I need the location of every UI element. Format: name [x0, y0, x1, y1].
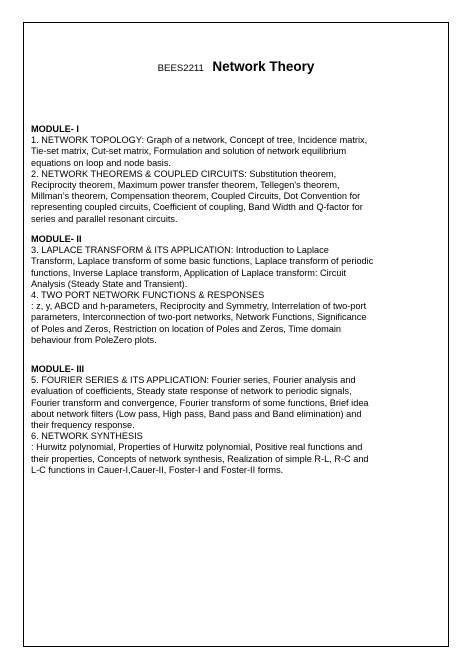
module-text-line: 5. FOURIER SERIES & ITS APPLICATION: Fourier series, Fourier analysis and [31, 375, 356, 386]
module-text-line: Tie-set matrix, Cut-set matrix, Formulation and solution of network equilibrium [31, 146, 347, 157]
module-text-line: Fourier transform and convergence, Fourier transform of some functions, Brief idea [31, 397, 369, 408]
module-heading: MODULE- I [31, 124, 79, 134]
module-text-line: 4. TWO PORT NETWORK FUNCTIONS & RESPONSES [31, 290, 265, 301]
module-text-line: L-C functions in Cauer-I,Cauer-II, Foster-I and Foster-II forms. [31, 464, 284, 475]
module-text-line: Reciprocity theorem, Maximum power transfer theorem, Tellegen’s theorem, [31, 180, 340, 191]
module-text-line: their frequency response. [31, 420, 135, 431]
document-title [31, 58, 441, 76]
module-text-line: 6. NETWORK SYNTHESIS [31, 431, 143, 442]
module-text-line: 2. NETWORK THEOREMS & COUPLED CIRCUITS: Substitution theorem, [31, 168, 337, 179]
course-code: BEES2211 [157, 63, 204, 74]
module-text-line: 3. LAPLACE TRANSFORM & ITS APPLICATION: Introduction to Laplace [31, 245, 329, 256]
module-text-line: : z, y, ABCD and h-parameters, Reciprocity and Symmetry, Interrelation of two-port [31, 301, 367, 312]
module-text-line: behaviour from PoleZero plots. [31, 334, 157, 345]
module-heading: MODULE- II [31, 234, 82, 244]
module-text-line: : Hurwitz polynomial, Properties of Hurwitz polynomial, Positive real functions and [31, 442, 363, 453]
module-heading: MODULE- III [31, 364, 85, 374]
module-text-line: parameters, Interconnection of two-port networks, Network Functions, Significance [31, 312, 367, 323]
module-text-line: about network filters (Low pass, High pass, Band pass and Band elimination) and [31, 408, 362, 419]
module-text-line: representing coupled circuits, Coefficient of coupling, Band Width and Q-factor for [31, 202, 363, 213]
module-text-line: Millman’s theorem, Compensation theorem, Coupled Circuits, Dot Convention for [31, 191, 361, 202]
module-1 [31, 124, 441, 225]
module-text-line: series and parallel resonant circuits. [31, 213, 178, 224]
module-3 [31, 364, 441, 476]
module-text-line: evaluation of coefficients, Steady state response of network to periodic signals, [31, 386, 352, 397]
module-text-line: Transform, Laplace transform of some basic functions, Laplace transform of periodic [31, 256, 374, 267]
module-text-line: Analysis (Steady State and Transient). [31, 278, 188, 289]
module-text-line: functions, Inverse Laplace transform, Application of Laplace transform: Circuit [31, 267, 347, 278]
module-text-line: their properties, Concepts of network synthesis, Realization of simple R-L, R-C and [31, 453, 369, 464]
module-text-line: 1. NETWORK TOPOLOGY: Graph of a network, Concept of tree, Incidence matrix, [31, 135, 368, 146]
course-name: Network Theory [212, 59, 315, 74]
module-text-line: of Poles and Zeros, Restriction on location of Poles and Zeros, Time domain [31, 323, 341, 334]
module-text-line: equations on loop and node basis. [31, 157, 171, 168]
module-2 [31, 234, 441, 346]
